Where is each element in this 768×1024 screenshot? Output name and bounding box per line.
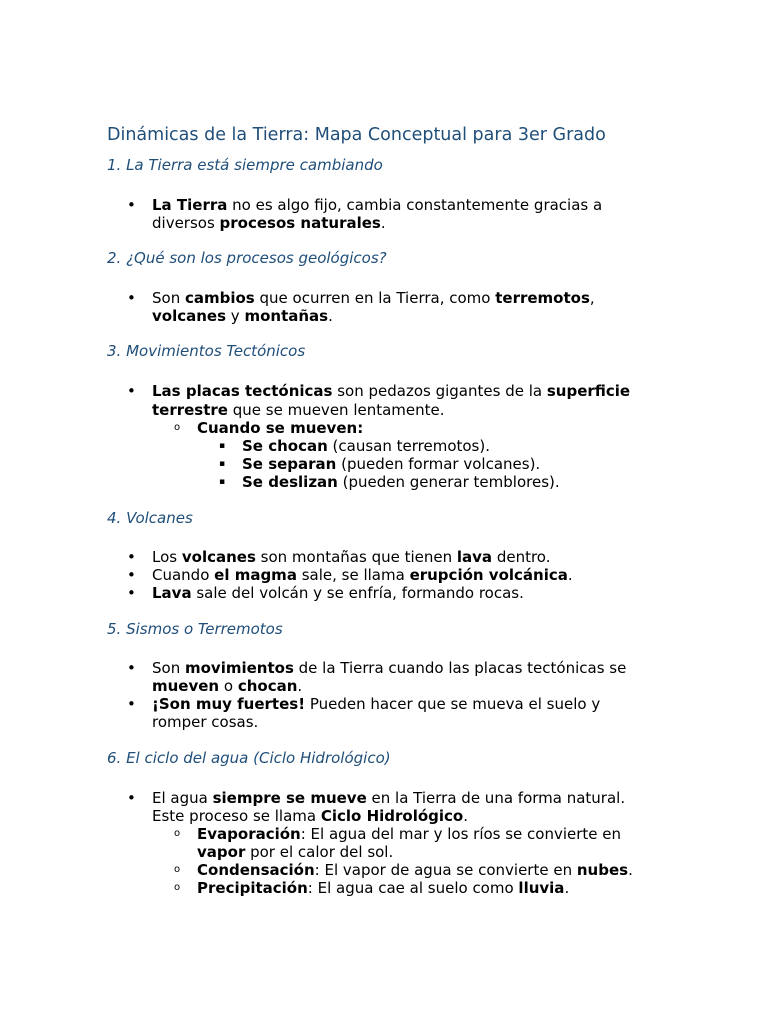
section-heading-3: 3. Movimientos Tectónicos <box>107 342 306 360</box>
bullet-icon: • <box>127 789 136 807</box>
list-item-continuation: diversos procesos naturales. <box>152 214 386 232</box>
sub-list-item: Condensación: El vapor de agua se convierte en nubes. <box>197 861 633 879</box>
list-item: Son movimientos de la Tierra cuando las placas tectónicas se <box>152 659 627 677</box>
list-item: Cuando el magma sale, se llama erupción volcánica. <box>152 566 573 584</box>
list-item: Las placas tectónicas son pedazos gigantes de la superficie <box>152 382 631 400</box>
list-item: Lava sale del volcán y se enfría, formando rocas. <box>152 584 524 602</box>
sub-list-item: Evaporación: El agua del mar y los ríos se convierte en <box>197 825 622 843</box>
list-item-continuation: Este proceso se llama Ciclo Hidrológico. <box>152 807 469 825</box>
bullet-icon: • <box>127 584 136 602</box>
square-bullet-icon: ▪ <box>219 477 226 487</box>
bullet-icon: • <box>127 196 136 214</box>
sub-list-item: Precipitación: El agua cae al suelo como lluvia. <box>197 879 570 897</box>
sub-list-item-continuation: vapor por el calor del sol. <box>197 843 394 861</box>
sub-bullet-icon: o <box>174 422 181 433</box>
bullet-icon: • <box>127 548 136 566</box>
sub-bullet-icon: o <box>174 864 181 875</box>
sub-sub-list-item: Se chocan (causan terremotos). <box>242 437 490 455</box>
list-item: Los volcanes son montañas que tienen lava dentro. <box>152 548 551 566</box>
list-item: El agua siempre se mueve en la Tierra de una forma natural. <box>152 789 626 807</box>
list-item: ¡Son muy fuertes! Pueden hacer que se mueva el suelo y <box>152 695 601 713</box>
section-heading-4: 4. Volcanes <box>107 509 193 527</box>
document-title: Dinámicas de la Tierra: Mapa Conceptual para 3er Grado <box>107 125 606 145</box>
list-item-continuation: mueven o chocan. <box>152 677 303 695</box>
list-item: Son cambios que ocurren en la Tierra, como terremotos, <box>152 289 595 307</box>
bullet-icon: • <box>127 382 136 400</box>
section-heading-2: 2. ¿Qué son los procesos geológicos? <box>107 249 387 267</box>
section-heading-5: 5. Sismos o Terremotos <box>107 620 283 638</box>
sub-sub-list-item: Se deslizan (pueden generar temblores). <box>242 473 560 491</box>
bullet-icon: • <box>127 695 136 713</box>
square-bullet-icon: ▪ <box>219 459 226 469</box>
sub-bullet-icon: o <box>174 882 181 893</box>
list-item-continuation: romper cosas. <box>152 713 259 731</box>
list-item: La Tierra no es algo fijo, cambia constantemente gracias a <box>152 196 603 214</box>
section-heading-1: 1. La Tierra está siempre cambiando <box>107 156 383 174</box>
sub-bullet-icon: o <box>174 828 181 839</box>
list-item-continuation: volcanes y montañas. <box>152 307 333 325</box>
bullet-icon: • <box>127 566 136 584</box>
bullet-icon: • <box>127 289 136 307</box>
section-heading-6: 6. El ciclo del agua (Ciclo Hidrológico) <box>107 749 391 767</box>
square-bullet-icon: ▪ <box>219 441 226 451</box>
bullet-icon: • <box>127 659 136 677</box>
list-item-continuation: terrestre que se mueven lentamente. <box>152 401 445 419</box>
sub-list-item: Cuando se mueven: <box>197 419 364 437</box>
sub-sub-list-item: Se separan (pueden formar volcanes). <box>242 455 541 473</box>
